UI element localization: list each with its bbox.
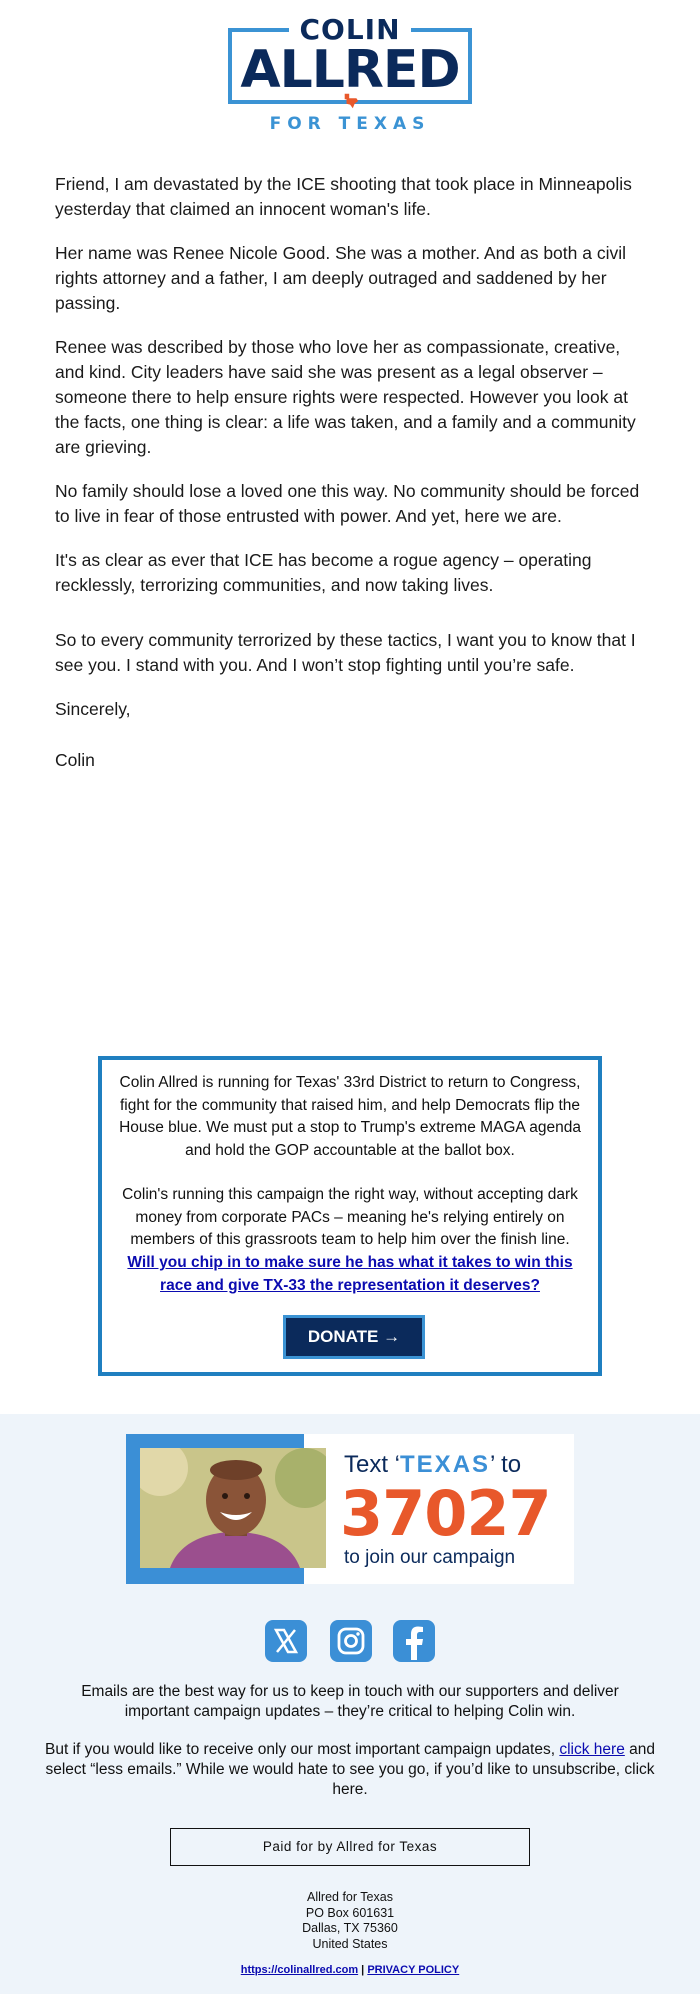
address-line: PO Box 601631 [305, 1905, 395, 1920]
logo-name-main: ALLRED [240, 40, 460, 100]
email-footer [0, 1414, 700, 1994]
letter-paragraph: It's as clear as ever that ICE has become a rogue agency – operating recklessly, terrorizing communities, and now taking lives. [55, 550, 592, 595]
texas-star-icon [342, 92, 360, 110]
grassroots-blurb: Colin's running this campaign the right way, without accepting dark money from corporate PACs – meaning he's relying entirely on members of this grassroots team to help him over the finish line. [122, 1186, 578, 1248]
x-icon[interactable] [265, 1620, 307, 1662]
letter-paragraph: Her name was Renee Nicole Good. She was a mother. And as both a civil rights attorney and a father, I am deeply outraged and saddened by her passing. [55, 243, 626, 313]
mailing-address [200, 1890, 500, 1952]
address-line: Dallas, TX 75360 [302, 1921, 398, 1935]
sms-tagline: to join our campaign [344, 1547, 516, 1568]
paid-for-disclaimer: Paid for by Allred for Texas [170, 1828, 530, 1866]
candidate-portrait [140, 1448, 326, 1568]
logo-tagline: FOR TEXAS [269, 114, 431, 134]
instagram-icon[interactable] [330, 1620, 372, 1662]
letter-signature: Colin [55, 750, 95, 770]
letter-paragraph: So to every community terrorized by these tactics, I want you to know that I see you. I stand with you. And I won’t stop fighting until you’re safe. [55, 630, 636, 675]
facebook-icon[interactable] [393, 1620, 435, 1662]
email-preferences-note: But if you would like to receive only our most important campaign updates, click here and select “less emails.” While we would hate to see you go, if you’d like to unsubscribe, click here. [45, 1741, 655, 1798]
campaign-logo [228, 10, 472, 135]
campaign-blurb: Colin Allred is running for Texas' 33rd District to return to Congress, fight for the community that raised him, and help Democrats flip the House blue. We must put a stop to Trump's extreme MAGA agenda and hold the GOP accountable at the ballot box. [119, 1074, 581, 1159]
sms-shortcode: 37027 [340, 1477, 551, 1550]
email-importance-note: Emails are the best way for us to keep in touch with our supporters and deliver important campaign updates – they’re critical to helping Colin win. [81, 1683, 619, 1720]
donate-callout [98, 1056, 602, 1376]
letter-paragraph: No family should lose a loved one this way. No community should be forced to live in fear of those entrusted with power. And yet, here we are. [55, 481, 640, 526]
letter-paragraph: Renee was described by those who love her as compassionate, creative, and kind. City leaders have said she was present as a legal observer – someone there to help ensure rights were respected. However you look at the facts, one thing is clear: a life was taken, and a family and a community are grieving. [55, 337, 636, 457]
letter-paragraph: Friend, I am devastated by the ICE shooting that took place in Minneapolis yesterday that claimed an innocent woman's life. [55, 174, 632, 219]
privacy-policy-link[interactable]: PRIVACY POLICY [367, 1964, 460, 1976]
website-link[interactable]: https://colinallred.com [240, 1964, 359, 1976]
donate-button[interactable]: DONATE → [283, 1315, 425, 1359]
fewer-emails-link[interactable]: click here [559, 1741, 625, 1758]
address-line: Allred for Texas [307, 1890, 393, 1904]
address-line: United States [312, 1936, 388, 1951]
donate-ask-link[interactable]: Will you chip in to make sure he has what it takes to win this race and give TX-33 the representation it deserves? [127, 1254, 573, 1294]
letter-body [55, 172, 650, 792]
link-separator: | [358, 1964, 368, 1976]
sms-instruction: Text ‘TEXAS’ to [344, 1451, 522, 1478]
social-links [265, 1620, 437, 1662]
candidate-photo [140, 1448, 326, 1568]
letter-closing: Sincerely, [55, 699, 131, 719]
footer-links [150, 1964, 550, 1976]
sms-banner[interactable] [126, 1434, 574, 1584]
logo-name-top: COLIN [228, 14, 472, 46]
donate-ask [112, 1252, 588, 1297]
